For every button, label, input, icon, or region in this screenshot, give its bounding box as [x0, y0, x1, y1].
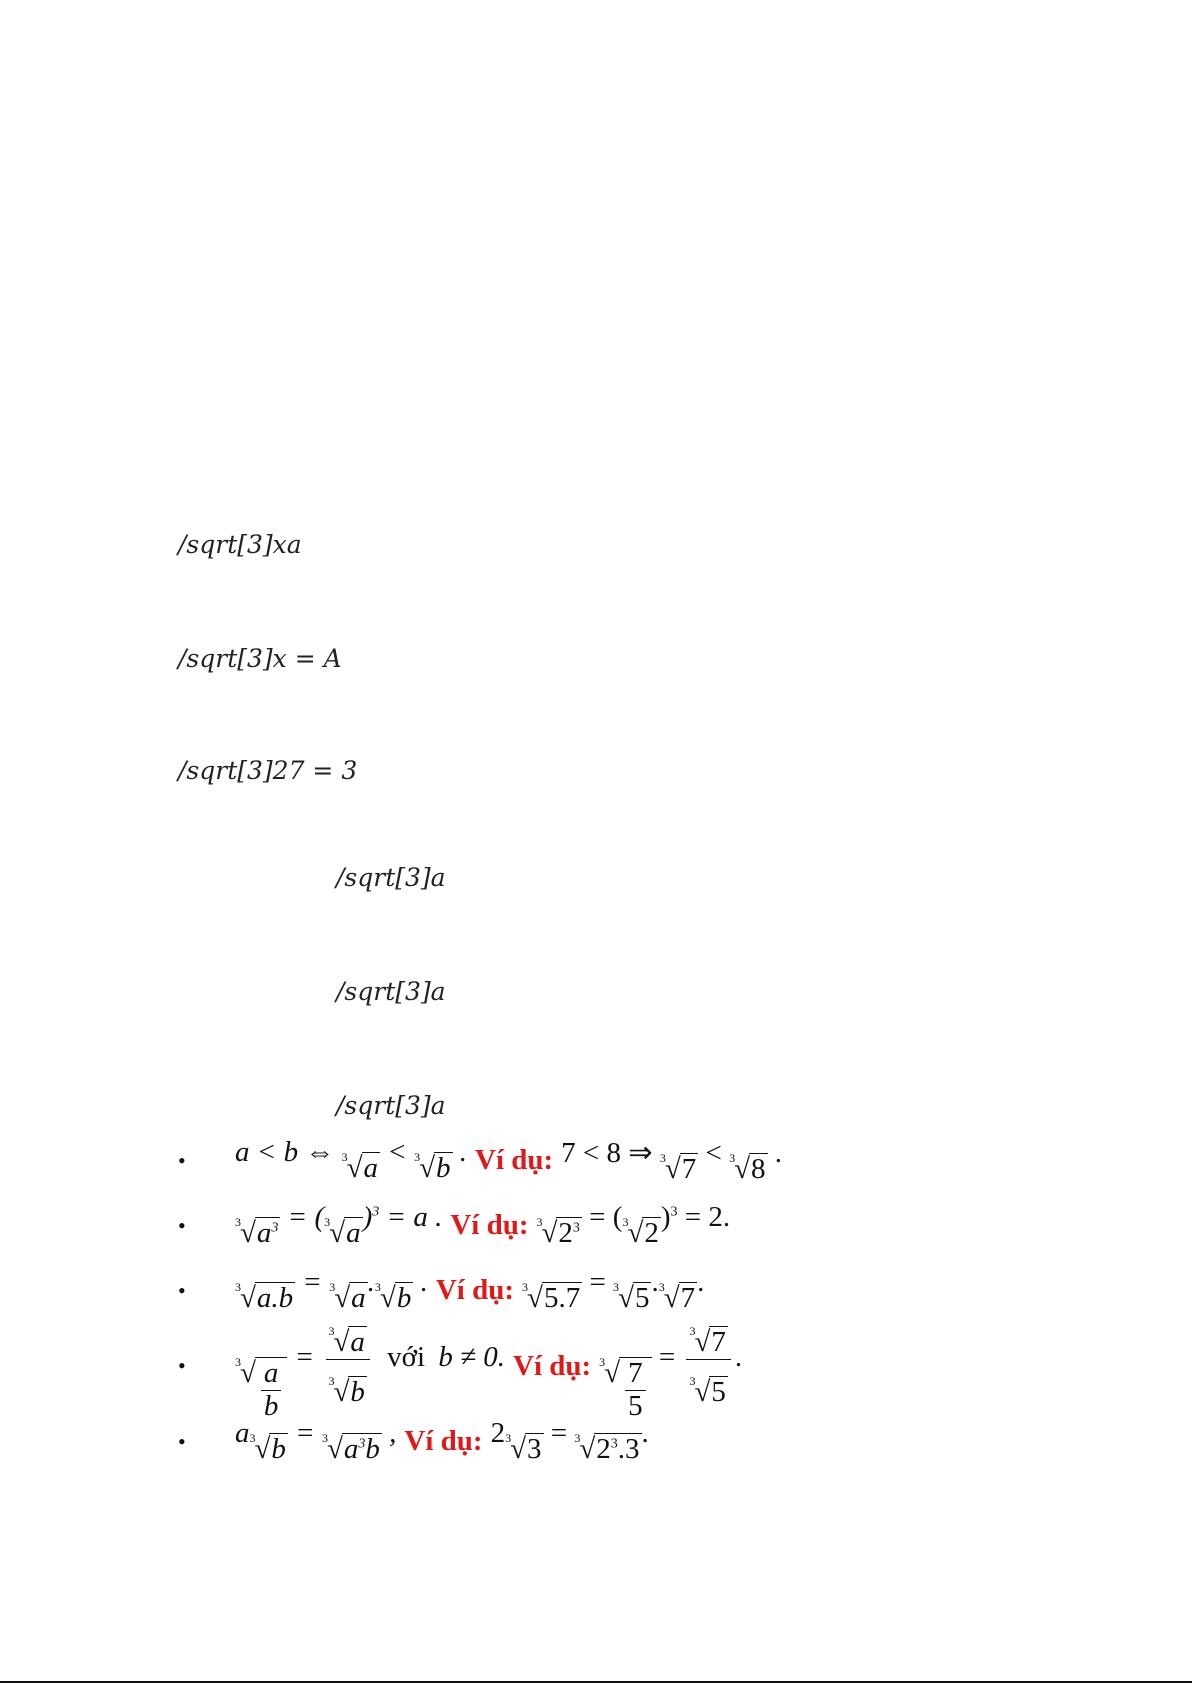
cube-root-properties-list: [178, 1128, 978, 1474]
example-label: Ví dụ:: [475, 1144, 554, 1176]
tex-line: /sqrt[3]xa: [178, 530, 302, 559]
example-formula: 2 3 √ 3 = 3 √ $2^3.3$ .: [490, 1417, 649, 1465]
bullet: •: [178, 1147, 186, 1173]
tex-line: /sqrt[3]27 = 3: [178, 756, 358, 785]
tex-block-example: [178, 676, 357, 828]
bullet: •: [178, 1277, 186, 1303]
property-item: [178, 1193, 978, 1258]
property-item: [178, 1128, 978, 1193]
example-label: Ví dụ:: [404, 1425, 483, 1457]
property-formula: a < b ⇔ 3 √ a < 3 √ b .: [235, 1136, 467, 1184]
bullet: •: [178, 1428, 186, 1454]
example-formula: 7 < 8 ⇒ 3 √ 7 < 3 √ 8 .: [561, 1137, 783, 1185]
property-item: [178, 1323, 978, 1422]
example-formula: 3 √ $\frac{7}{5}$ = 3 √ 7 3 √ 5 .: [599, 1310, 742, 1423]
page-bottom-rule: [0, 1681, 1192, 1683]
property-formula: 3 √ a.b = 3 √ a . 3 √ b .: [235, 1266, 428, 1314]
example-formula: 3 √ $2^3$ = ( 3 √ 2 )$^3$ = 2.: [536, 1201, 731, 1249]
with-text: với: [387, 1340, 426, 1373]
tex-line: /sqrt[3]x = A: [178, 644, 342, 673]
property-formula: 3 √ $a^3$ = ( 3 √ a )$^3$ = a .: [235, 1201, 443, 1249]
tex-line: /sqrt[3]a: [336, 977, 446, 1006]
bullet: •: [178, 1353, 186, 1378]
bullet: •: [178, 1212, 186, 1238]
tex-block-notes: [336, 783, 446, 1163]
property-item: [178, 1409, 978, 1474]
property-formula: a 3 √ b = 3 √ $a^3b$ ,: [235, 1417, 397, 1465]
tex-line: /sqrt[3]a: [336, 863, 446, 892]
example-formula: 3 √ 5.7 = 3 √ 5 . 3 √ 7 .: [522, 1266, 705, 1314]
example-label: Ví dụ:: [450, 1209, 529, 1241]
example-label: Ví dụ:: [435, 1274, 515, 1306]
tex-line: /sqrt[3]a: [336, 1091, 446, 1120]
example-label: Ví dụ:: [513, 1349, 592, 1382]
property-formula: 3 √ $\frac{a}{b}$ = 3 √ a 3 √ b với b ≠ 0.: [235, 1310, 505, 1423]
